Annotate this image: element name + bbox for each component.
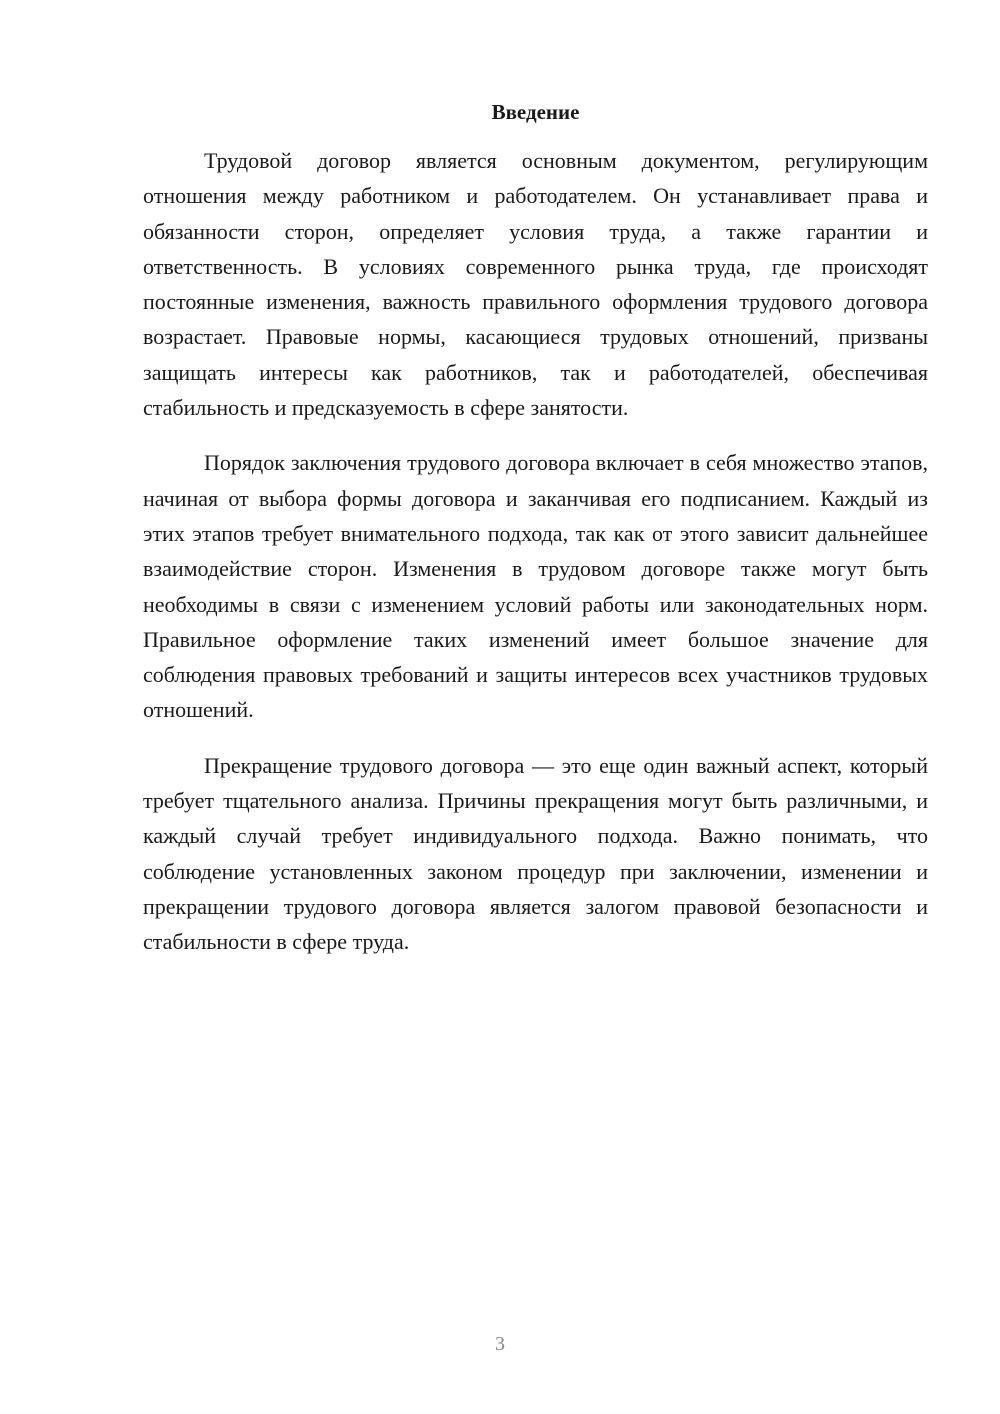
- paragraph-3: Прекращение трудового договора — это еще один важный аспект, который требует тщательного анализа. Причины прекращения могут быть различными, и каждый случай требует индивидуального подхода. Важно понимать, что соблюдение установленных законом процедур при заключении, изменении и прекращении трудового договора является залогом правовой безопасности и стабильности в сфере труда.: [143, 752, 928, 955]
- body-text: [143, 143, 928, 980]
- page-number: 3: [495, 1333, 505, 1355]
- paragraph-2: Порядок заключения трудового договора включает в себя множество этапов, начиная от выбора формы договора и заканчивая его подписанием. Каждый из этих этапов требует внимательного подхода, так как от этого зависит дальнейшее взаимодействие сторон. Изменения в трудовом договоре также могут быть необходимы в связи с изменением условий работы или законодательных норм. Правильное оформление таких изменений имеет большое значение для соблюдения правовых требований и защиты интересов всех участников трудовых отношений.: [143, 450, 928, 723]
- paragraph-1: Трудовой договор является основным документом, регулирующим отношения между работником и работодателем. Он устанавливает права и обязанности сторон, определяет условия труда, а также гарантии и ответственность. В условиях современного рынка труда, где происходят постоянные изменения, важность правильного оформления трудового договора возрастает. Правовые нормы, касающиеся трудовых отношений, призваны защищать интересы как работников, так и работодателей, обеспечивая стабильность и предсказуемость в сфере занятости.: [143, 148, 928, 421]
- section-heading: Введение: [491, 100, 580, 124]
